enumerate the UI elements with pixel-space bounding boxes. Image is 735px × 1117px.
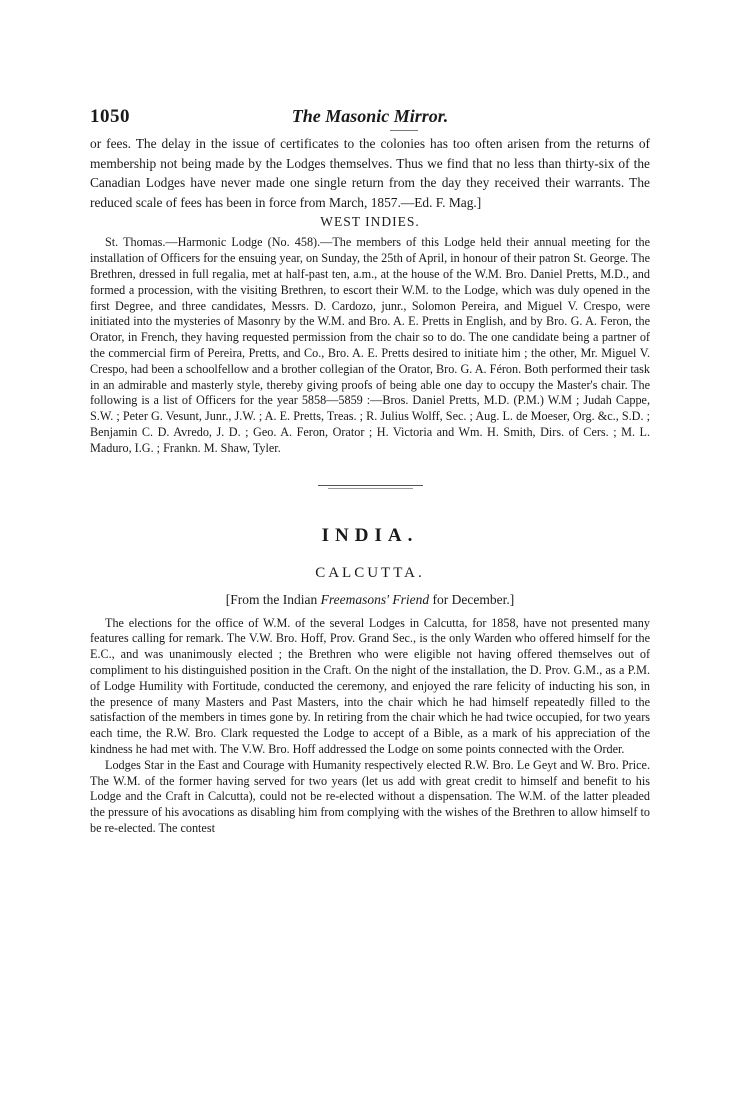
page-number: 1050 [90,106,130,127]
intro-paragraph: or fees. The delay in the issue of certificates to the colonies has too often arisen from the returns of membership not being made by the Lodges themselves. Thus we find that no less than thirty-six of the Canadian Lodges have never made one single return from the day they received their warrants. The reduced scale of fees has been in force from March, 1857.—Ed. F. Mag.] [90,136,650,210]
west-indies-heading: WEST INDIES. [320,214,420,230]
india-paragraph-1: The elections for the office of W.M. of the several Lodges in Calcutta, for 1858, have not presented many features calling for remark. The V.W. Bro. Hoff, Prov. Grand Sec., is the only Warden who offered himself for the E.C., and was unanimously elected ; the Brethren who were eligible not having offered themselves out of compliment to his distinguished position in the Craft. On the night of the installation, the D. Prov. G.M., as a P.M. of Lodge Humility with Fortitude, conducted the ceremony, and enjoyed the rare felicity of inducting his son, in the presence of many Masters and Past Masters, into the chair which he had himself repeatedly filled to the satisfaction of the members in times gone by. In retiring from the chair which he had twice occupied, for two years each time, the R.W. Bro. Clark requested the Lodge to accept of a Bible, as a mark of his appreciation of the kindness he had met with. The V.W. Bro. Hoff addressed the Lodge on some points connected with the Order. [90,615,650,756]
source-title: Freemasons' Friend [320,591,430,607]
document-page [90,100,650,837]
source-suffix: for December.] [429,591,515,607]
head-ornament [390,130,418,131]
india-heading: INDIA. [321,524,419,546]
calcutta-heading: CALCUTTA. [315,564,425,581]
running-title: The Masonic Mirror. [291,106,449,126]
separator-rule-lower [328,488,413,489]
section-separator [318,485,423,489]
source-line [90,592,650,608]
separator-rule-upper [318,485,423,486]
west-indies-paragraph: St. Thomas.—Harmonic Lodge (No. 458).—The members of this Lodge held their annual meeting for the installation of Officers for the ensuing year, on Sunday, the 25th of April, in honour of their patron St. George. The Brethren, dressed in full regalia, met at half-past ten, a.m., at the house of the W.M. Bro. Daniel Pretts, M.D., and formed a procession, with the visiting Brethren, to escort their W.M. to the Lodge, which was duly opened in the first Degree, and three candidates, Messrs. D. Cardozo, junr., Solomon Pereira, and Miguel V. Crespo, were initiated into the mysteries of Masonry by the W.M. and Bro. A. E. Pretts in English, and by Bro. G. A. Feron, the Orator, in French, they having requested permission from the chair so to do. The one candidate being a partner of the commercial firm of Pereira, Pretts, and Co., Bro. A. E. Pretts desired to initiate him ; the other, Mr. Miguel V. Crespo, had been a schoolfellow and a brother collegian of the Orator, Bro. G. A. Féron. Both performed their task in an admirable and masterly style, thereby giving proofs of being able one day to occupy the Master's chair. The following is a list of Officers for the year 5858—5859 :—Bros. Daniel Pretts, M.D. (P.M.) W.M ; Judah Cappe, S.W. ; Peter G. Vesunt, Junr., J.W. ; A. E. Pretts, Treas. ; R. Julius Wolff, Sec. ; Aug. L. de Moeser, Org. &c., S.D. ; Benjamin C. D. Avredo, J. D. ; Geo. A. Feron, Orator ; H. Victoria and Wm. H. Smith, Dirs. of Cers. ; M. L. Maduro, I.G. ; Frankn. M. Shaw, Tyler. [90,235,650,455]
india-paragraph-2: Lodges Star in the East and Courage with Humanity respectively elected R.W. Bro. Le Geyt and W. Bro. Price. The W.M. of the former having served for two years (let us add with great credit to himself and benefit to his Lodge and the Craft in Calcutta), could not be re-elected without a dispensation. The W.M. of the latter pleaded the pressure of his avocations as disabling him from complying with the wishes of the Brethren to allow himself to be re-elected. The contest [90,757,650,835]
source-prefix: [From the Indian [225,591,321,607]
running-head [90,100,650,130]
